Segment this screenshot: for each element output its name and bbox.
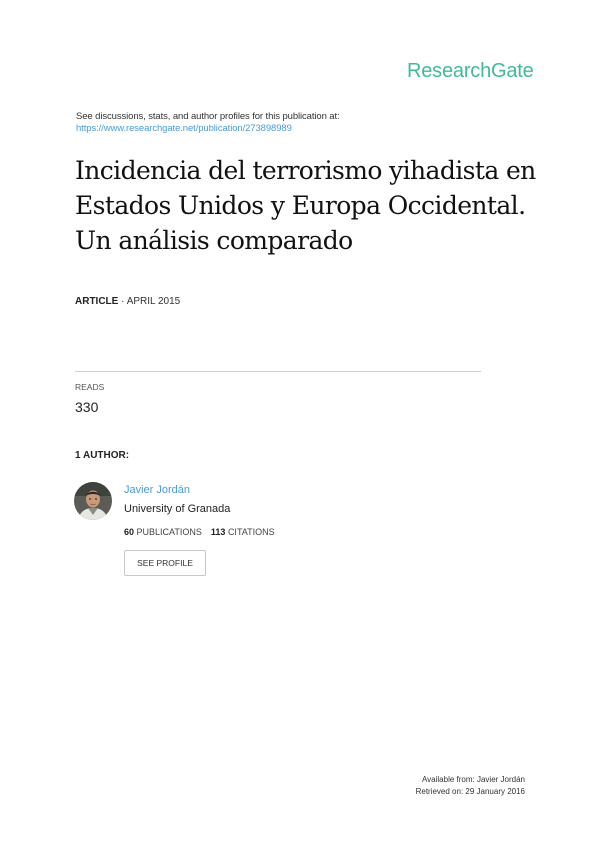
researchgate-logo[interactable]: ResearchGate bbox=[407, 60, 534, 82]
publications-count: 60 bbox=[124, 527, 135, 537]
reads-count: 330 bbox=[75, 399, 99, 415]
meta-separator: · bbox=[118, 296, 127, 307]
publication-link[interactable]: https://www.researchgate.net/publication/273898989 bbox=[76, 123, 292, 134]
footer bbox=[416, 774, 525, 798]
citations-label: CITATIONS bbox=[227, 527, 275, 537]
publication-title: Incidencia del terrorismo yihadista en Estados Unidos y Europa Occidental. Un análisis comparado bbox=[75, 156, 536, 255]
publications-label: PUBLICATIONS bbox=[136, 527, 202, 537]
available-from: Available from: Javier Jordán bbox=[421, 775, 525, 784]
publication-type: ARTICLE bbox=[75, 296, 119, 307]
publication-meta bbox=[75, 296, 180, 307]
author-institution: University of Granada bbox=[124, 503, 231, 515]
intro-text: See discussions, stats, and author profiles for this publication at: bbox=[76, 111, 340, 122]
citations-count: 113 bbox=[210, 527, 226, 537]
section-divider bbox=[75, 371, 481, 372]
see-profile-button[interactable]: SEE PROFILE bbox=[124, 550, 206, 576]
authors-heading: 1 AUTHOR: bbox=[75, 450, 130, 461]
reads-label: READS bbox=[75, 382, 105, 392]
author-name-link[interactable]: Javier Jordán bbox=[124, 484, 191, 496]
retrieved-on: Retrieved on: 29 January 2016 bbox=[415, 787, 525, 796]
publication-date: APRIL 2015 bbox=[126, 296, 181, 307]
author-avatar[interactable] bbox=[74, 482, 112, 520]
author-stats bbox=[124, 527, 275, 537]
author-photo-icon bbox=[74, 482, 112, 520]
